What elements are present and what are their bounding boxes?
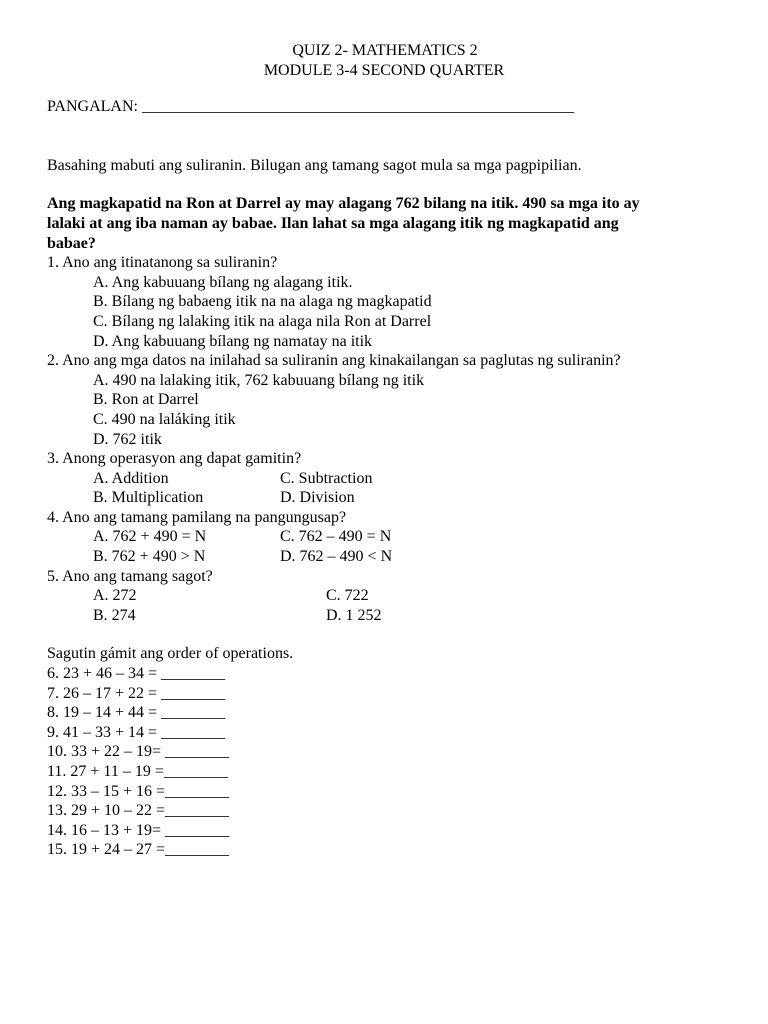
question-text: 1. Ano ang itinatanong sa suliranin? bbox=[47, 254, 278, 272]
quiz-subtitle: MODULE 3-4 SECOND QUARTER bbox=[263, 61, 505, 79]
name-blank: ______________________________________________________ bbox=[141, 98, 574, 116]
option-c: C. Bílang ng lalaking itik na alaga nila Ron at Darrel bbox=[93, 312, 432, 330]
exercise-item: 14. 16 – 13 + 19= ________ bbox=[47, 821, 230, 839]
question-2 bbox=[47, 351, 721, 449]
options-grid bbox=[47, 469, 721, 508]
option-b: B. 274 bbox=[93, 606, 136, 624]
question-text: 4. Ano ang tamang pamilang na pangungusap? bbox=[47, 508, 347, 526]
option-b: B. Ron at Darrel bbox=[93, 391, 199, 409]
option-c: C. 762 – 490 = N bbox=[280, 528, 392, 546]
word-problem bbox=[47, 194, 721, 253]
exercise-item: 12. 33 – 15 + 16 =________ bbox=[47, 782, 230, 800]
option-d: D. 762 itik bbox=[93, 430, 162, 448]
option-a: A. Ang kabuuang bílang ng alagang itik. bbox=[93, 273, 353, 291]
quiz-title: QUIZ 2- MATHEMATICS 2 bbox=[292, 42, 478, 59]
option-c: C. Subtraction bbox=[280, 469, 373, 487]
option-b: B. Bílang ng babaeng itik na na alaga ng magkapatid bbox=[93, 293, 432, 311]
exercise-item: 8. 19 – 14 + 44 = ________ bbox=[47, 704, 226, 722]
question-text: 3. Anong operasyon ang dapat gamitin? bbox=[47, 450, 302, 468]
option-d: D. Ang kabuuang bílang ng namatay na itik bbox=[93, 332, 373, 350]
question-3 bbox=[47, 449, 721, 508]
option-d: D. Division bbox=[280, 489, 355, 507]
exercise-item: 6. 23 + 46 – 34 = ________ bbox=[47, 665, 226, 683]
option-a: A. Addition bbox=[93, 469, 169, 487]
option-d: D. 1 252 bbox=[326, 606, 382, 624]
exercise-item: 9. 41 – 33 + 14 = ________ bbox=[47, 723, 226, 741]
exercise-item: 13. 29 + 10 – 22 =________ bbox=[47, 802, 230, 820]
section-instruction: Sagutin gámit ang order of operations. bbox=[47, 645, 294, 663]
option-a: A. 272 bbox=[93, 587, 137, 605]
exercise-item: 11. 27 + 11 – 19 =________ bbox=[47, 763, 228, 780]
problem-line-2: lalaki at ang iba naman ay babae. Ilan lahat sa mga alagang itik ng magkapatid ang bbox=[47, 214, 619, 232]
problem-line-3: babae? bbox=[47, 234, 96, 252]
option-c: C. 490 na laláking itik bbox=[93, 410, 236, 428]
problem-line-1: Ang magkapatid na Ron at Darrel ay may alagang 762 bilang na itik. 490 sa mga ito ay bbox=[47, 195, 640, 213]
order-of-operations-section bbox=[47, 644, 721, 860]
question-1 bbox=[47, 253, 721, 351]
question-text: 2. Ano ang mga datos na inilahad sa suliranin ang kinakailangan sa paglutas ng suliranin? bbox=[47, 352, 621, 370]
options-grid bbox=[47, 527, 721, 566]
option-a: A. 762 + 490 = N bbox=[93, 528, 207, 546]
exercise-item: 15. 19 + 24 – 27 =________ bbox=[47, 841, 230, 859]
option-d: D. 762 – 490 < N bbox=[280, 548, 393, 566]
instruction-text: Basahing mabuti ang suliranin. Bilugan ang tamang sagot mula sa mga pagpipilian. bbox=[47, 156, 582, 174]
name-field bbox=[47, 97, 721, 117]
exercise-item: 7. 26 – 17 + 22 = ________ bbox=[47, 684, 226, 702]
option-a: A. 490 na lalaking itik, 762 kabuuang bílang ng itik bbox=[93, 371, 425, 389]
option-c: C. 722 bbox=[326, 587, 369, 605]
name-label: PANGALAN: bbox=[47, 98, 142, 116]
options-grid bbox=[47, 586, 721, 625]
question-5 bbox=[47, 567, 721, 626]
question-4 bbox=[47, 508, 721, 567]
exercise-item: 10. 33 + 22 – 19= ________ bbox=[47, 743, 230, 761]
option-b: B. 762 + 490 > N bbox=[93, 548, 206, 566]
question-text: 5. Ano ang tamang sagot? bbox=[47, 567, 213, 585]
option-b: B. Multiplication bbox=[93, 489, 204, 507]
